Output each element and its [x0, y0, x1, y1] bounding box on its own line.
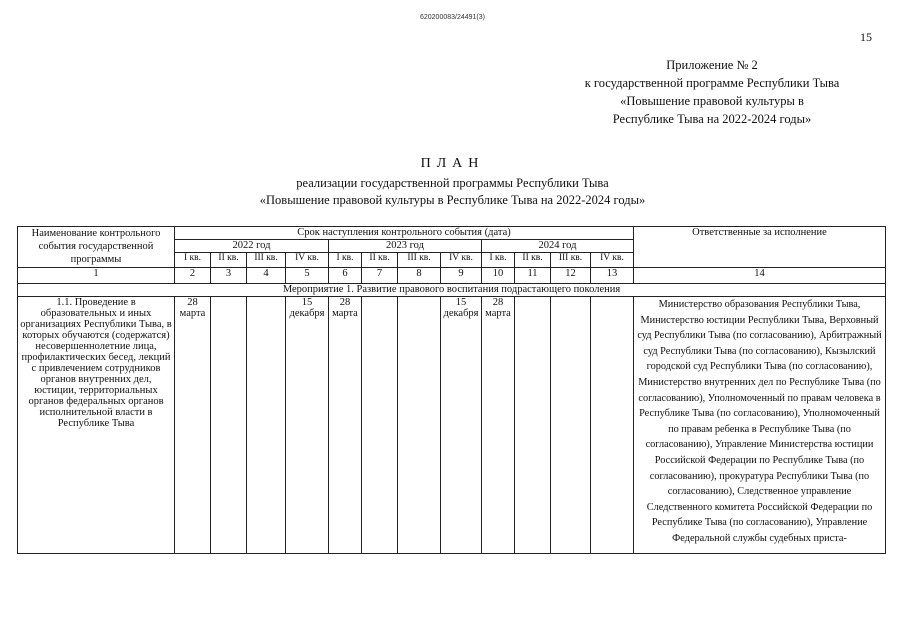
deadline-cell: 15 декабря [286, 297, 329, 554]
quarter-header: II кв. [211, 253, 247, 268]
column-number: 5 [286, 268, 329, 284]
column-number: 13 [591, 268, 634, 284]
column-number: 3 [211, 268, 247, 284]
deadline-cell: 15 декабря [441, 297, 482, 554]
appendix-line: Приложение № 2 [666, 58, 758, 72]
appendix-line: «Повышение правовой культуры в [620, 94, 804, 108]
appendix-block [552, 56, 872, 128]
column-number: 6 [329, 268, 362, 284]
quarter-header: III кв. [551, 253, 591, 268]
page-number: 15 [860, 30, 872, 44]
quarter-header: III кв. [398, 253, 441, 268]
column-number: 14 [634, 268, 886, 284]
responsible-list: Министерство образования Республики Тыва, Министерство юстиции Республики Тыва, Верховный суд Республики Тыва (по согласованию), Арбитражный суд Республики Тыва (по согласованию), Кызылский городской суд Республики Тыва (по согласованию), Министерство внутренних дел по Республике Тыва (по согласованию), Уполномоченный по правам человека в Республике Тыва (по согласованию), Уполномоченный по правам ребенка в Республике Тыва (по согласованию), Управление Министерства юстиции Российской Федерации по Республике Тыва (по согласованию), прокуратура Республики Тыва (по согласованию), Следственное управление Следственного комитета Российской Федерации по Республике Тыва (по согласованию), Управление Федеральной службы судебных приста- [634, 297, 886, 554]
quarter-header: I кв. [482, 253, 515, 268]
column-number: 2 [175, 268, 211, 284]
header-deadline: Срок наступления контрольного события (дата) [175, 227, 634, 240]
deadline-cell [591, 297, 634, 554]
page-subtitle: реализации государственной программы Республики Тыва [296, 176, 609, 190]
plan-table [17, 226, 886, 554]
header-name: Наименование контрольного события государственной программы [18, 227, 175, 268]
event-header: Мероприятие 1. Развитие правового воспитания подрастающего поколения [18, 284, 886, 297]
column-number: 9 [441, 268, 482, 284]
quarter-header: IV кв. [591, 253, 634, 268]
column-number: 12 [551, 268, 591, 284]
quarter-header: IV кв. [441, 253, 482, 268]
column-number: 4 [247, 268, 286, 284]
deadline-cell: 28 марта [175, 297, 211, 554]
column-number: 1 [18, 268, 175, 284]
quarter-header: II кв. [362, 253, 398, 268]
deadline-cell [551, 297, 591, 554]
deadline-cell [398, 297, 441, 554]
deadline-cell [247, 297, 286, 554]
column-number: 10 [482, 268, 515, 284]
deadline-cell: 28 марта [482, 297, 515, 554]
program-name: «Повышение правовой культуры в Республике Тыва на 2022-2024 годы» [259, 193, 646, 207]
year-header: 2022 год [175, 240, 329, 253]
appendix-line: к государственной программе Республики Тыва [584, 76, 840, 90]
quarter-header: IV кв. [286, 253, 329, 268]
deadline-cell [515, 297, 551, 554]
year-header: 2023 год [329, 240, 482, 253]
event-name: 1.1. Проведение в образовательных и иных организациях Республики Тыва, в которых обучаются (содержатся) несовершеннолетние лица, профилактических бесед, лекций с привлечением сотрудников органов внутренних дел, юстиции, территориальных органов федеральных органов исполнительной власти в Республике Тыва [18, 297, 175, 554]
year-header: 2024 год [482, 240, 634, 253]
deadline-cell [362, 297, 398, 554]
quarter-header: III кв. [247, 253, 286, 268]
deadline-cell: 28 марта [329, 297, 362, 554]
quarter-header: I кв. [329, 253, 362, 268]
column-number: 7 [362, 268, 398, 284]
page-title: ПЛАН [420, 156, 485, 171]
column-number: 8 [398, 268, 441, 284]
deadline-cell [211, 297, 247, 554]
column-number: 11 [515, 268, 551, 284]
quarter-header: I кв. [175, 253, 211, 268]
appendix-line: Республике Тыва на 2022-2024 годы» [612, 112, 812, 126]
quarter-header: II кв. [515, 253, 551, 268]
document-stamp: 620200083/24491(3) [419, 14, 485, 21]
header-responsible: Ответственные за исполнение [634, 227, 886, 268]
